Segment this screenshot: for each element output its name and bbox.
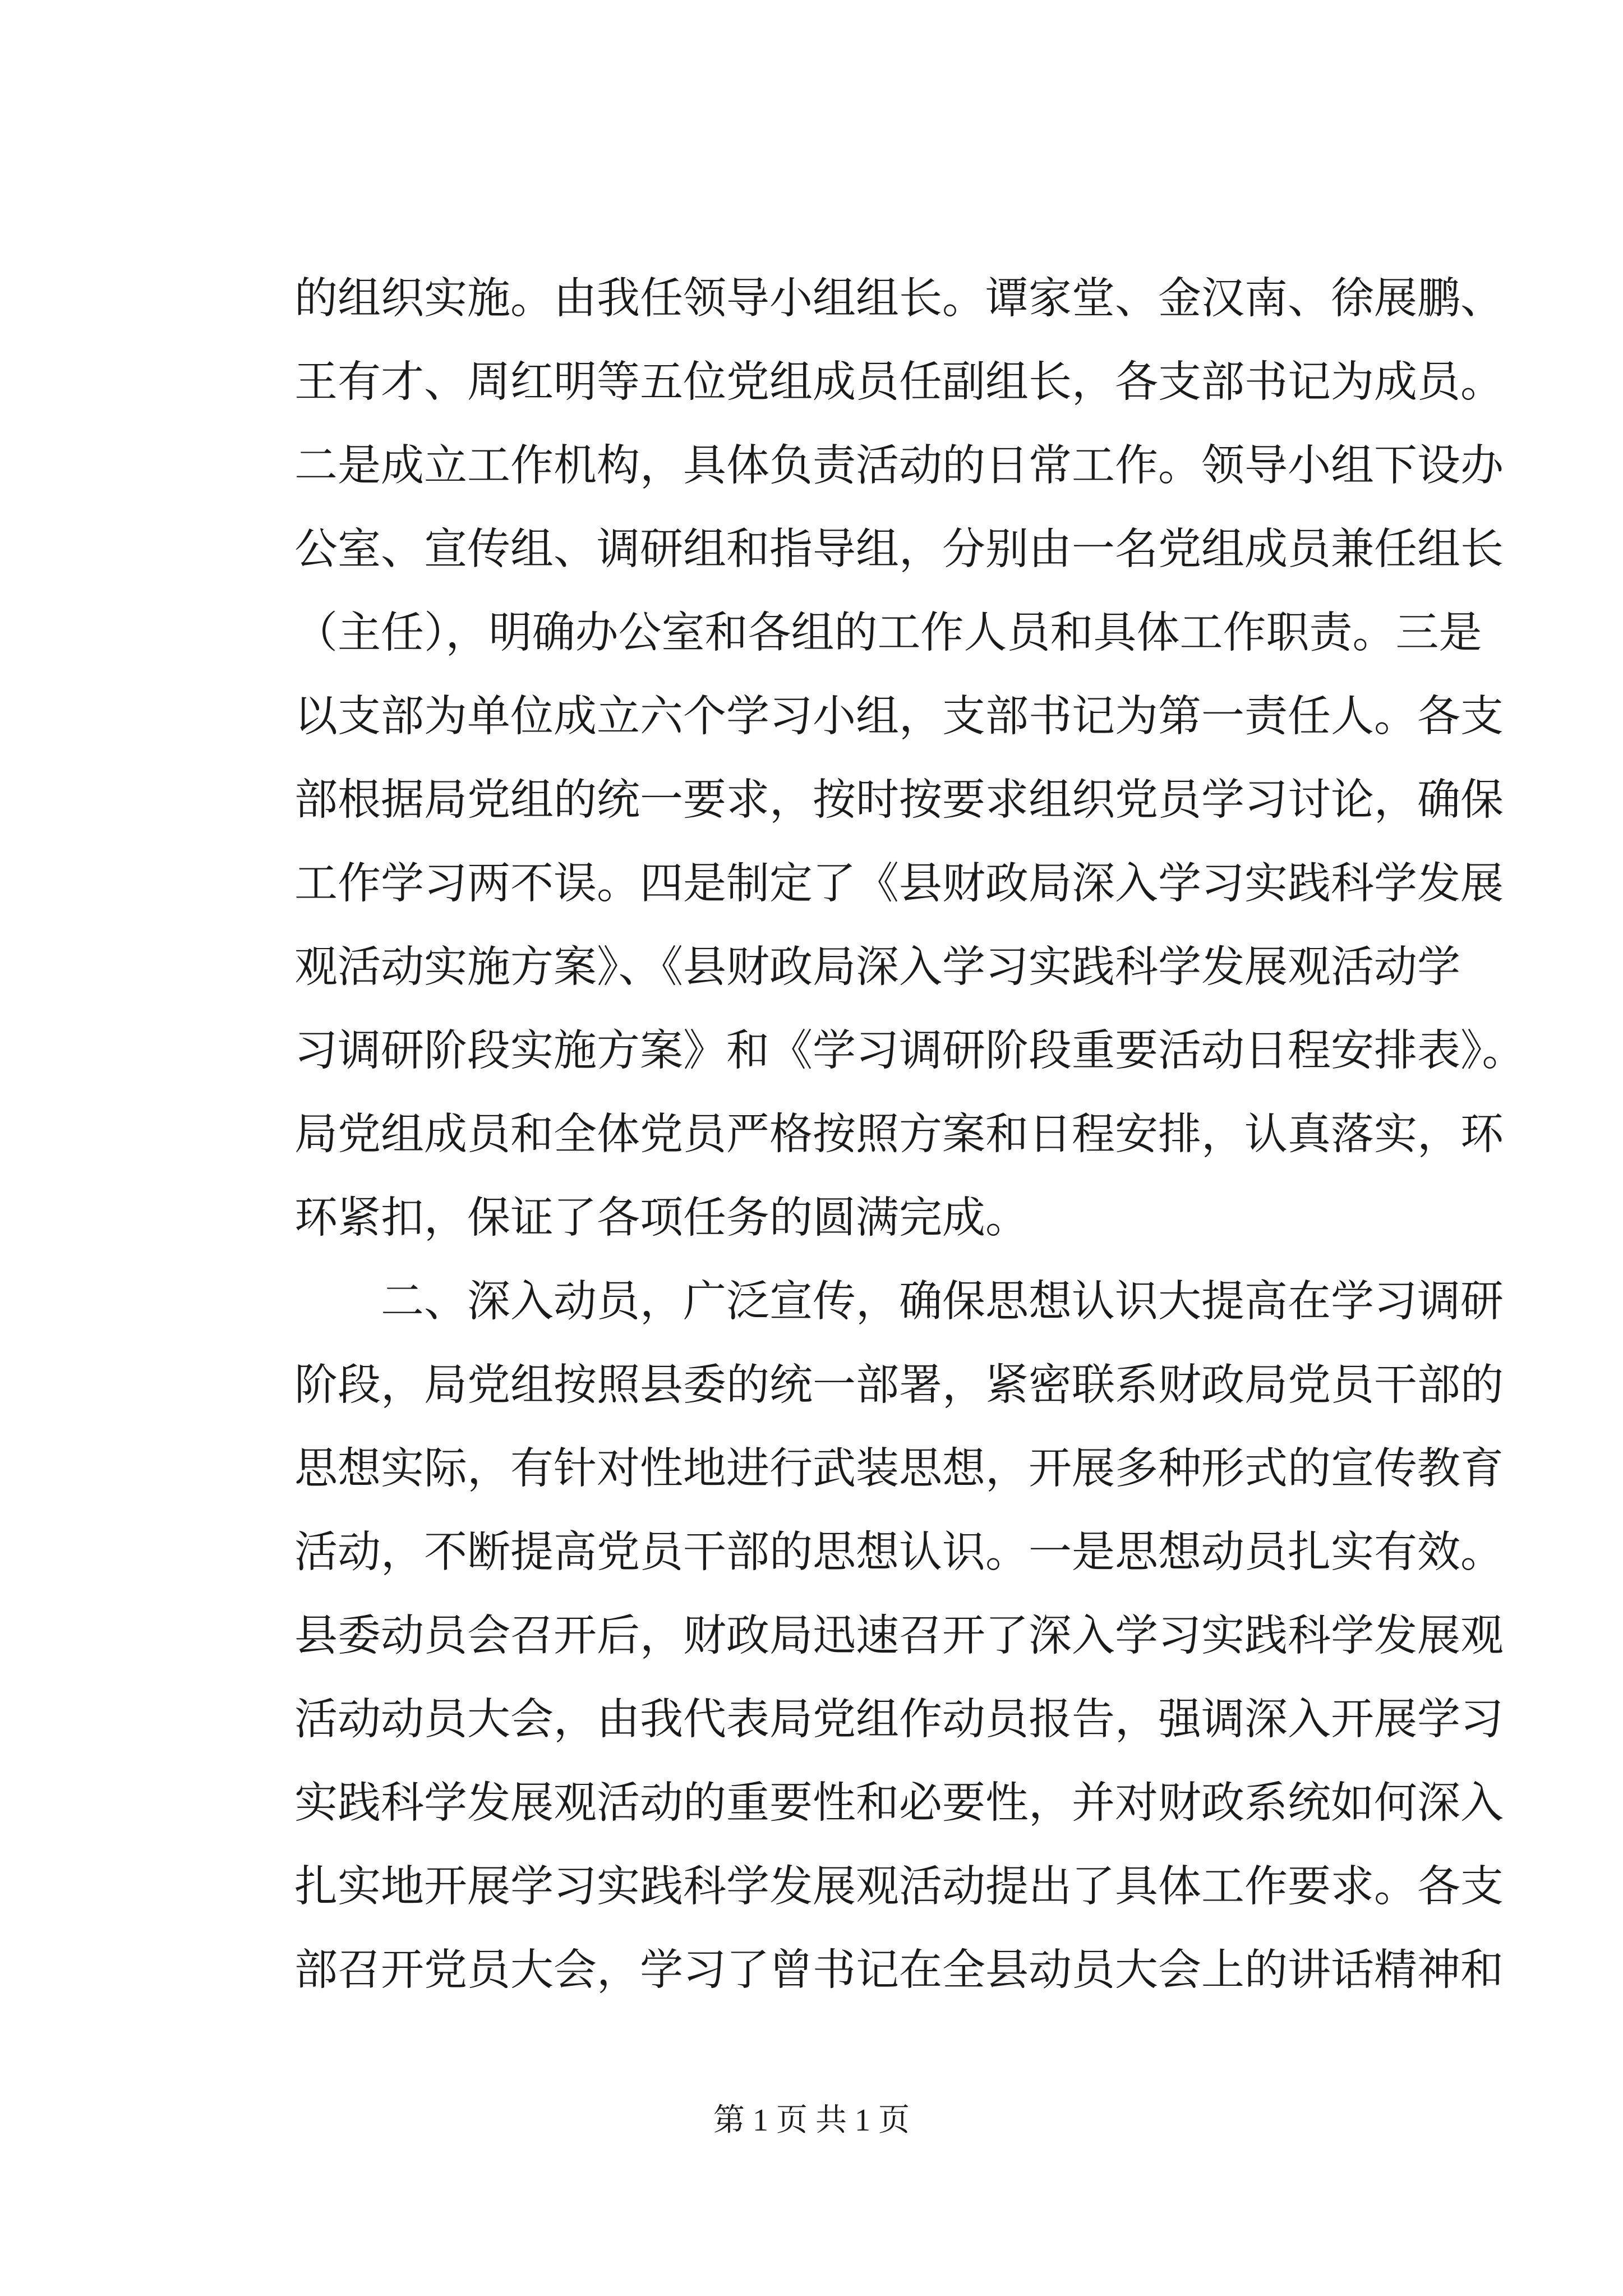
text-line-8: 工作学习两不误。四是制定了《县财政局深入学习实践科学发展 (294, 859, 1504, 909)
text-line-19: 实践科学发展观活动的重要性和必要性，并对财政系统如何深入 (294, 1778, 1504, 1828)
body-text (294, 257, 1525, 2012)
text-line-2: 王有才、周红明等五位党组成员任副组长，各支部书记为成员。 (294, 357, 1504, 407)
text-line-7: 部根据局党组的统一要求，按时按要求组织党员学习讨论，确保 (294, 775, 1504, 825)
text-line-6: 以支部为单位成立六个学习小组，支部书记为第一责任人。各支 (294, 692, 1504, 742)
text-line-16: 活动，不断提高党员干部的思想认识。一是思想动员扎实有效。 (294, 1527, 1504, 1577)
page-footer (0, 2098, 1623, 2143)
text-line-11: 局党组成员和全体党员严格按照方案和日程安排，认真落实，环 (294, 1110, 1504, 1159)
text-line-18: 活动动员大会，由我代表局党组作动员报告，强调深入开展学习 (294, 1695, 1504, 1745)
text-line-20: 扎实地开展学习实践科学发展观活动提出了具体工作要求。各支 (294, 1862, 1504, 1912)
text-line-17: 县委动员会召开后，财政局迅速召开了深入学习实践科学发展观 (294, 1611, 1504, 1661)
text-line-21: 部召开党员大会，学习了曾书记在全县动员大会上的讲话精神和 (294, 1945, 1504, 1995)
text-line-1: 的组织实施。由我任领导小组组长。谭家堂、金汉南、徐展鹏、 (294, 274, 1504, 324)
text-line-10: 习调研阶段实施方案》和《学习调研阶段重要活动日程安排表》。 (294, 1026, 1525, 1076)
text-line-14: 阶段，局党组按照县委的统一部署，紧密联系财政局党员干部的 (294, 1360, 1504, 1410)
text-line-3: 二是成立工作机构，具体负责活动的日常工作。领导小组下设办 (294, 441, 1504, 491)
text-line-15: 思想实际，有针对性地进行武装思想，开展多种形式的宣传教育 (294, 1444, 1504, 1494)
text-line-13: 二、深入动员，广泛宣传，确保思想认识大提高在学习调研 (294, 1277, 1504, 1327)
page-number-label: 第 1 页 共 1 页 (713, 2103, 910, 2138)
text-line-12: 环紧扣，保证了各项任务的圆满完成。 (294, 1193, 1029, 1243)
text-line-9: 观活动实施方案》、《县财政局深入学习实践科学发展观活动学 (294, 942, 1460, 992)
text-line-5: （主任），明确办公室和各组的工作人员和具体工作职责。三是 (294, 608, 1482, 658)
text-line-4: 公室、宣传组、调研组和指导组，分别由一名党组成员兼任组长 (294, 524, 1504, 574)
